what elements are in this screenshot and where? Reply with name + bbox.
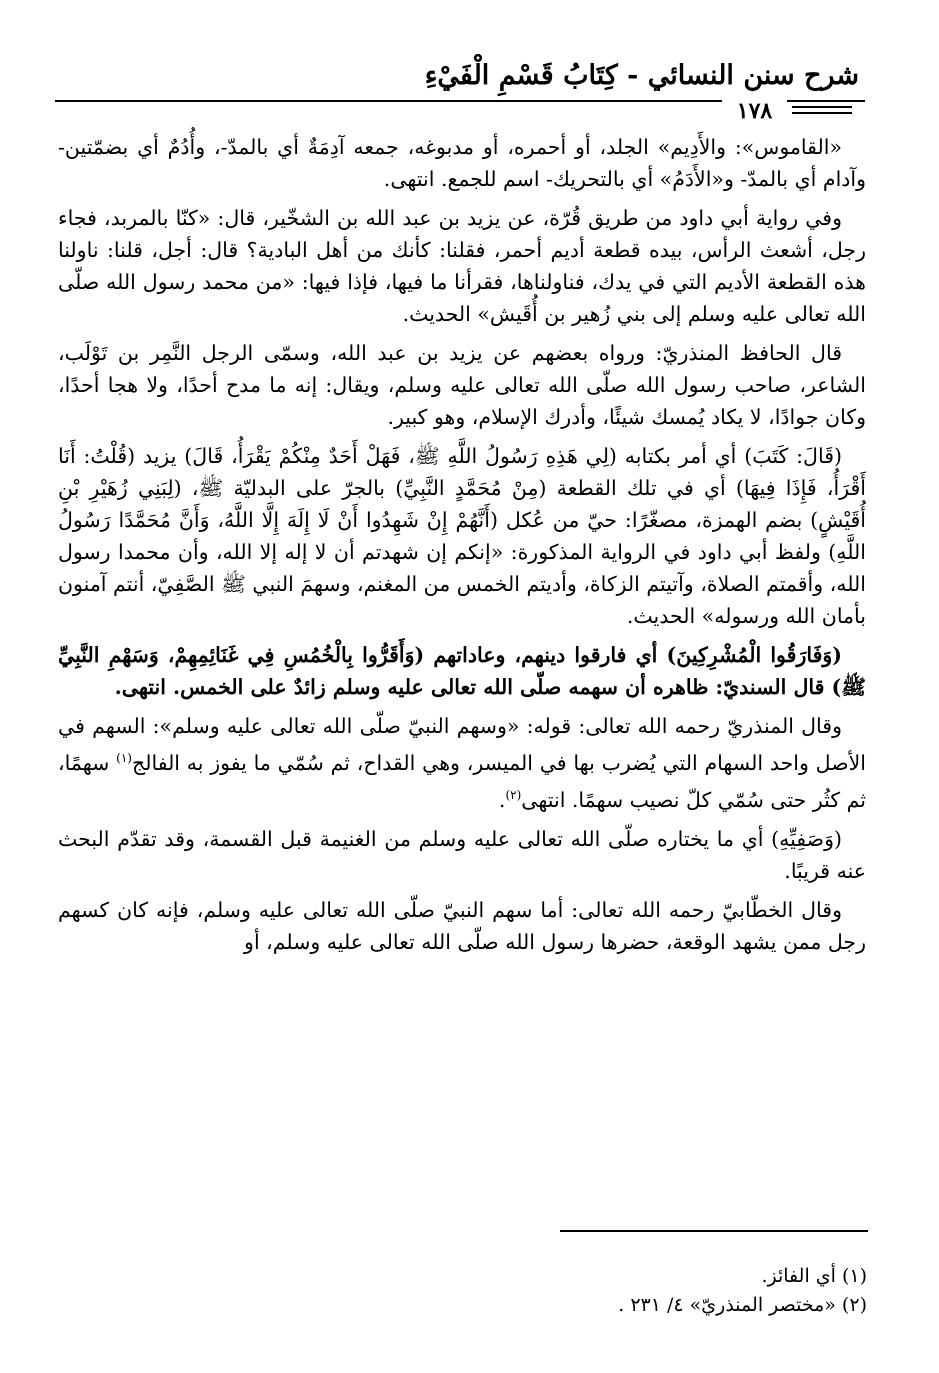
footnote-ref: (٢)	[505, 787, 522, 802]
page-header	[55, 60, 859, 100]
body-text	[58, 131, 866, 965]
footnote: (٢) «مختصر المنذريّ» ٤/ ٢٣١ .	[618, 1294, 867, 1316]
paragraph: قال الحافظ المنذريّ: ورواه بعضهم عن يزيد بن عبد الله، وسمّى الرجل النَّمِر بن تَوْلَب، الشاعر، صاحب رسول الله صلّى الله تعالى عليه وسلم، ويقال: إنه ما مدح أحدًا، ولا هجا أحدًا، وكان جوادًا، لا يكاد يُمسك شيئًا، وأدرك الإسلام، وهو كبير.	[58, 341, 866, 429]
paragraph: (وَصَفِيِّهِ) أي ما يختاره صلّى الله تعالى عليه وسلم من الغنيمة قبل القسمة، وقد تقدّم البحث عنه قريبًا.	[58, 826, 866, 883]
page-number-ornament	[792, 100, 852, 118]
footnote: (١) أي الفائز.	[761, 1265, 867, 1287]
page-number: ١٧٨	[722, 98, 787, 124]
footnote-ref: (١)	[116, 751, 132, 765]
paragraph: (قَالَ: كَتَبَ) أي أمر بكتابه (لِي هَذِهِ رَسُولُ اللَّهِ ﷺ، فَهَلْ أَحَدٌ مِنْكُمْ يَقْرَأُ، قَالَ) يزيد (قُلْتُ: أَنَا أَقْرَأُ، فَإِذَا فِيهَا) أي في تلك القطعة (مِنْ مُحَمَّدٍ النَّبِيِّ) بالجرّ على البدليّة ﷺ، (لِبَنِي زُهَيْرِ بْنِ أُقَيْشٍ) بضم الهمزة، مصغّرًا: حيّ من عُكل (أَنَّهُمْ إِنْ شَهِدُوا أَنْ لَا إِلَهَ إِلَّا اللَّهُ، وَأَنَّ مُحَمَّدًا رَسُولُ اللَّهِ) ولفظ أبي داود في الرواية المذكورة: «إنكم إن شهدتم أن لا إله إلا الله، وأن محمدا رسول الله، وأقمتم الصلاة، وآتيتم الزكاة، وأديتم الخمس من المغنم، وسهمَ النبي ﷺ الصَّفِيّ، أنتم آمنون بأمان الله ورسوله» الحديث.	[58, 444, 866, 628]
paragraph: وقال الخطّابيّ رحمه الله تعالى: أما سهم النبيّ صلّى الله تعالى عليه وسلم، فإنه كان كسهم رجل ممن يشهد الوقعة، حضرها رسول الله صلّى الله تعالى عليه وسلم، أو	[58, 897, 866, 954]
paragraph-text: وقال المنذريّ رحمه الله تعالى: قوله: «وسهم النبيّ صلّى الله تعالى عليه وسلم»: السهم في الأصل واحد السهام التي يُضرب بها في الميسر، وهي القداح، ثم سُمّي ما يفوز به الفالج	[58, 714, 867, 775]
paragraph: (وَفَارَقُوا الْمُشْرِكِينَ) أي فارقوا دينهم، وعاداتهم (وَأَقَرُّوا بِالْخُمُسِ فِي غَنَائِمِهِمْ، وَسَهْمِ النَّبِيِّ ﷺ) قال السنديّ: ظاهره أن سهمه صلّى الله تعالى عليه وسلم زائدٌ على الخمس. انتهى.	[58, 643, 866, 699]
footnotes	[267, 1262, 867, 1320]
paragraph	[58, 710, 866, 816]
paragraph: وفي رواية أبي داود من طريق قُرّة، عن يزيد بن عبد الله بن الشخّير، قال: «كنّا بالمربد، فجاء رجل، أشعث الرأس، بيده قطعة أديم أحمر، فقلنا: كأنك من أهل البادية؟ قال: أجل، قلنا: ناولنا هذه القطعة الأديم التي في يدك، فناولناها، فقرأنا ما فيها، فإذا فيها: «من محمد رسول الله صلّى الله تعالى عليه وسلم إلى بني زُهير بن أُقَيش» الحديث.	[58, 206, 866, 326]
paragraph-text: سهمًا، ثم كثُر حتى سُمّي كلّ نصيب سهمًا. انتهى	[58, 750, 866, 812]
footnote-rule	[560, 1230, 868, 1232]
paragraph: «القاموس»: والأَدِيم» الجلد، أو أحمره، أو مدبوغه، جمعه آدِمَةٌ أي بالمدّ-، وأُدُمٌ أي بضمّتين- وآدام أي بالمدّ- و«الأَدَمُ» أي بالتحريك- اسم للجمع. انتهى.	[58, 135, 866, 191]
running-title: شرح سنن النسائي - كِتَابُ قَسْمِ الْفَيْءِ	[424, 60, 859, 91]
paragraph-text: .	[498, 787, 506, 812]
